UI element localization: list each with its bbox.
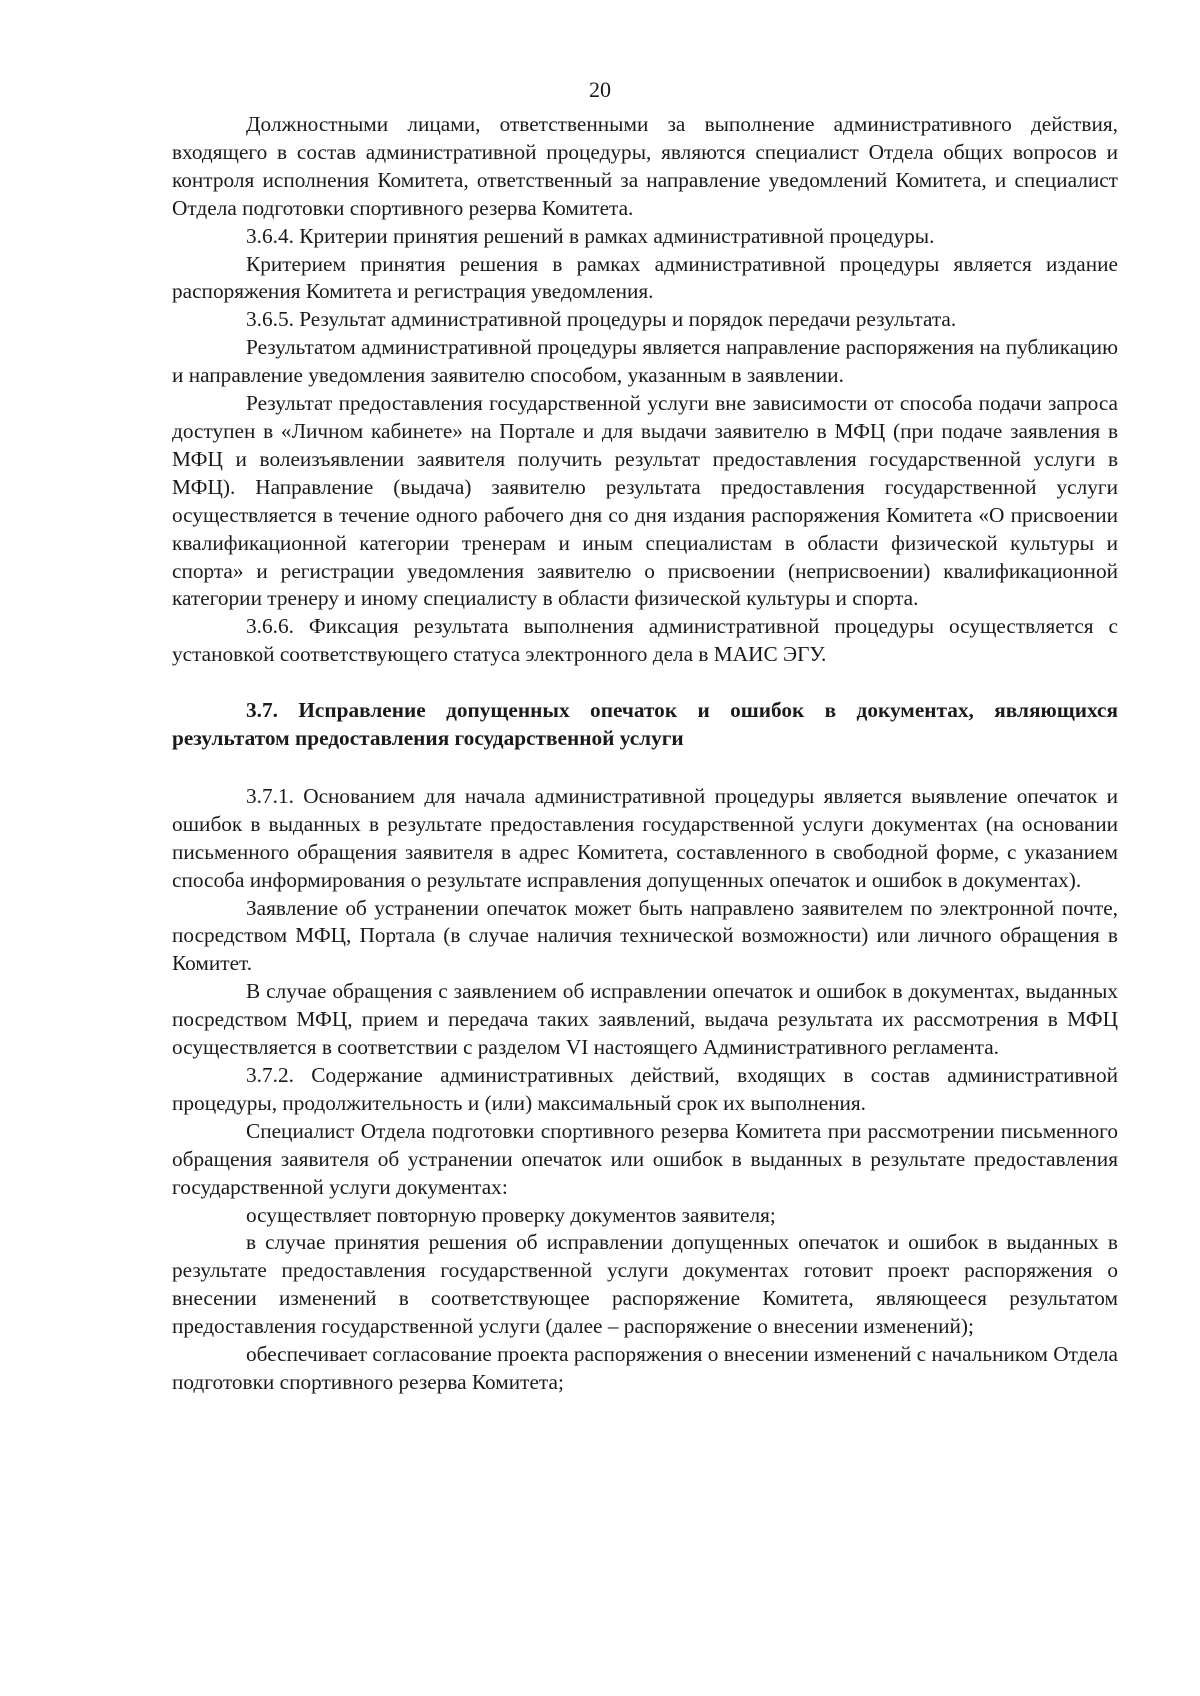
- paragraph: Должностными лицами, ответственными за выполнение административного действия, входящего в состав административной процедуры, являются специалист Отдела общих вопросов и контроля исполнения Комитета, ответственный за направление уведомлений Комитета, и специалист Отдела подготовки спортивного резерва Комитета.: [172, 112, 1118, 220]
- page-number: 20: [589, 77, 611, 102]
- paragraph: Специалист Отдела подготовки спортивного резерва Комитета при рассмотрении письменного обращения заявителя об устранении опечаток или ошибок в выданных в результате предоставления государственной услуги документах:: [172, 1118, 1118, 1199]
- paragraph: в случае принятия решения об исправлении допущенных опечаток и ошибок в выданных в результате предоставления государственной услуги документах готовит проект распоряжения о внесении изменений в соответствующее распоряжение Комитета, являющееся результатом предоставления государственной услуги (далее – распоряжение о внесении изменений);: [172, 1230, 1118, 1339]
- paragraph: осуществляет повторную проверку документов заявителя;: [246, 1202, 776, 1227]
- paragraph: Результат предоставления государственной услуги вне зависимости от способа подачи запроса доступен в «Личном кабинете» на Портале и для выдачи заявителю в МФЦ (при подаче заявления в МФЦ и волеизъявлении заявителя получить результат предоставления государственной услуги в МФЦ). Направление (выдача) заявителю результата предоставления государственной услуги осуществляется в течение одного рабочего дня со дня издания распоряжения Комитета «О присвоении квалификационной категории тренерам и иным специалистам в области физической культуры и спорта» и регистрации уведомления заявителю о присвоении (неприсвоении) квалификационной категории тренеру и иному специалисту в области физической культуры и спорта.: [172, 391, 1118, 611]
- paragraph: 3.6.5. Результат административной процедуры и порядок передачи результата.: [246, 307, 957, 332]
- paragraph: Заявление об устранении опечаток может быть направлено заявителем по электронной почте, посредством МФЦ, Портала (в случае наличия технической возможности) или личного обращения в Комитет.: [172, 895, 1118, 976]
- section-heading: 3.7. Исправление допущенных опечаток и ошибок в документах, являющихся результатом предоставления государственной услуги: [172, 698, 1118, 751]
- paragraph: 3.7.1. Основанием для начала административной процедуры является выявление опечаток и ошибок в выданных в результате предоставления государственной услуги документах (на основании письменного обращения заявителя в адрес Комитета, составленного в свободной форме, с указанием способа информирования о результате исправления допущенных опечаток и ошибок в документах).: [172, 783, 1118, 892]
- paragraph: 3.6.6. Фиксация результата выполнения административной процедуры осуществляется с установкой соответствующего статуса электронного дела в МАИС ЭГУ.: [172, 614, 1118, 667]
- paragraph: Результатом административной процедуры является направление распоряжения на публикацию и направление уведомления заявителю способом, указанным в заявлении.: [172, 335, 1118, 388]
- paragraph: 3.6.4. Критерии принятия решений в рамках административной процедуры.: [246, 223, 935, 248]
- paragraph: 3.7.2. Содержание административных действий, входящих в состав административной процедуры, продолжительность и (или) максимальный срок их выполнения.: [172, 1063, 1118, 1115]
- paragraph: В случае обращения с заявлением об исправлении опечаток и ошибок в документах, выданных посредством МФЦ, прием и передача таких заявлений, выдача результата их рассмотрения в МФЦ осуществляется в соответствии с разделом VI настоящего Административного регламента.: [172, 979, 1118, 1060]
- paragraph: Критерием принятия решения в рамках административной процедуры является издание распоряжения Комитета и регистрация уведомления.: [172, 251, 1118, 304]
- paragraph: обеспечивает согласование проекта распоряжения о внесении изменений с начальником Отдела подготовки спортивного резерва Комитета;: [172, 1342, 1119, 1394]
- document-body: [172, 111, 1118, 1397]
